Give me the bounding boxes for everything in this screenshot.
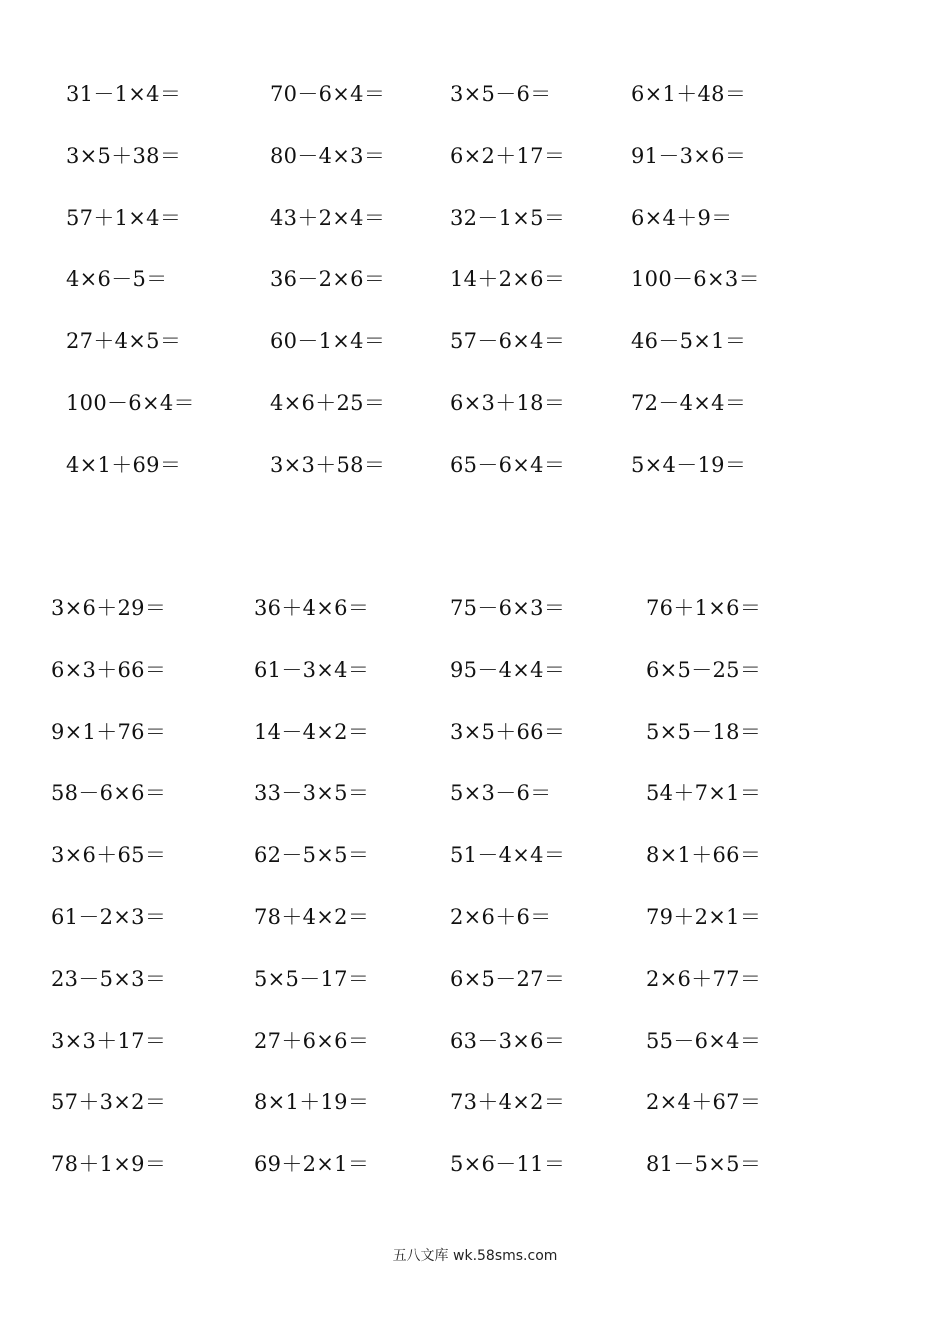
math-problem: 4×6－5＝ (66, 267, 168, 292)
math-problem: 5×3－6＝ (450, 781, 552, 806)
math-problem: 6×3＋66＝ (51, 657, 167, 682)
math-problem: 57－6×4＝ (450, 329, 566, 354)
math-problem: 95－4×4＝ (450, 657, 566, 682)
math-problem: 3×6＋29＝ (51, 596, 167, 620)
math-problem: 69＋2×1＝ (254, 1152, 370, 1177)
math-problem: 14－4×2＝ (254, 719, 370, 744)
problem-row (0, 204, 950, 266)
math-problem: 5×4－19＝ (631, 452, 747, 477)
math-problem: 3×5＋66＝ (450, 719, 566, 744)
math-problem: 54＋7×1＝ (646, 781, 762, 806)
math-problem: 61－3×4＝ (254, 657, 370, 682)
problem-row (0, 965, 950, 1027)
problem-row (0, 265, 950, 327)
math-problem: 8×1＋19＝ (254, 1090, 370, 1115)
math-problem: 2×6＋77＝ (646, 966, 762, 991)
math-problem: 3×3＋17＝ (51, 1028, 167, 1053)
math-problem: 3×6＋65＝ (51, 843, 167, 868)
problem-section-1 (0, 80, 950, 513)
problem-row (0, 656, 950, 718)
math-problem: 79＋2×1＝ (646, 904, 762, 929)
math-problem: 57＋3×2＝ (51, 1090, 167, 1115)
math-problem: 55－6×4＝ (646, 1028, 762, 1053)
math-problem: 76＋1×6＝ (646, 596, 762, 620)
math-problem: 27＋4×5＝ (66, 329, 182, 354)
math-problem: 78＋1×9＝ (51, 1152, 167, 1177)
problem-row (0, 1150, 950, 1212)
math-problem: 5×5－18＝ (646, 719, 762, 744)
math-problem: 27＋6×6＝ (254, 1028, 370, 1053)
problem-row (0, 1027, 950, 1089)
math-problem: 3×5－6＝ (450, 82, 552, 106)
math-problem: 5×5－17＝ (254, 966, 370, 991)
math-problem: 81－5×5＝ (646, 1152, 762, 1177)
math-problem: 23－5×3＝ (51, 966, 167, 991)
math-problem: 100－6×3＝ (631, 267, 760, 292)
math-problem: 4×1＋69＝ (66, 452, 182, 477)
math-problem: 63－3×6＝ (450, 1028, 566, 1053)
math-problem: 6×5－25＝ (646, 657, 762, 682)
math-problem: 51－4×4＝ (450, 843, 566, 868)
footer-watermark: 五八文库 wk.58sms.com (392, 1248, 558, 1264)
math-problem: 6×1＋48＝ (631, 82, 747, 106)
math-problem: 6×5－27＝ (450, 966, 566, 991)
math-problem: 78＋4×2＝ (254, 904, 370, 929)
math-problem: 6×4＋9＝ (631, 205, 733, 230)
math-problem: 5×6－11＝ (450, 1152, 566, 1177)
math-problem: 33－3×5＝ (254, 781, 370, 806)
problem-row (0, 903, 950, 965)
math-problem: 6×2＋17＝ (450, 143, 566, 168)
math-problem: 75－6×3＝ (450, 596, 566, 620)
math-problem: 70－6×4＝ (270, 82, 386, 106)
math-problem: 46－5×1＝ (631, 329, 747, 354)
problem-row (0, 779, 950, 841)
math-problem: 36－2×6＝ (270, 267, 386, 292)
math-problem: 91－3×6＝ (631, 143, 747, 168)
math-problem: 36＋4×6＝ (254, 596, 370, 620)
problem-row (0, 594, 950, 656)
math-problem: 60－1×4＝ (270, 329, 386, 354)
math-problem: 65－6×4＝ (450, 452, 566, 477)
math-problem: 73＋4×2＝ (450, 1090, 566, 1115)
math-problem: 4×6＋25＝ (270, 390, 386, 415)
math-problem: 72－4×4＝ (631, 390, 747, 415)
math-problem: 31－1×4＝ (66, 82, 182, 106)
math-problem: 3×5＋38＝ (66, 143, 182, 168)
math-problem: 57＋1×4＝ (66, 205, 182, 230)
math-problem: 8×1＋66＝ (646, 843, 762, 868)
problem-row (0, 841, 950, 903)
math-problem: 6×3＋18＝ (450, 390, 566, 415)
math-problem: 9×1＋76＝ (51, 719, 167, 744)
problem-section-2 (0, 594, 950, 1212)
problem-row (0, 451, 950, 513)
math-problem: 80－4×3＝ (270, 143, 386, 168)
problem-row (0, 718, 950, 780)
math-problem: 2×6＋6＝ (450, 904, 552, 929)
problem-row (0, 142, 950, 204)
problem-row (0, 1088, 950, 1150)
problem-row (0, 80, 950, 142)
math-problem: 43＋2×4＝ (270, 205, 386, 230)
math-problem: 14＋2×6＝ (450, 267, 566, 292)
math-problem: 32－1×5＝ (450, 205, 566, 230)
math-problem: 58－6×6＝ (51, 781, 167, 806)
math-problem: 100－6×4＝ (66, 390, 195, 415)
math-problem: 2×4＋67＝ (646, 1090, 762, 1115)
math-problem: 62－5×5＝ (254, 843, 370, 868)
math-problem: 3×3＋58＝ (270, 452, 386, 477)
problem-row (0, 389, 950, 451)
math-problem: 61－2×3＝ (51, 904, 167, 929)
problem-row (0, 327, 950, 389)
